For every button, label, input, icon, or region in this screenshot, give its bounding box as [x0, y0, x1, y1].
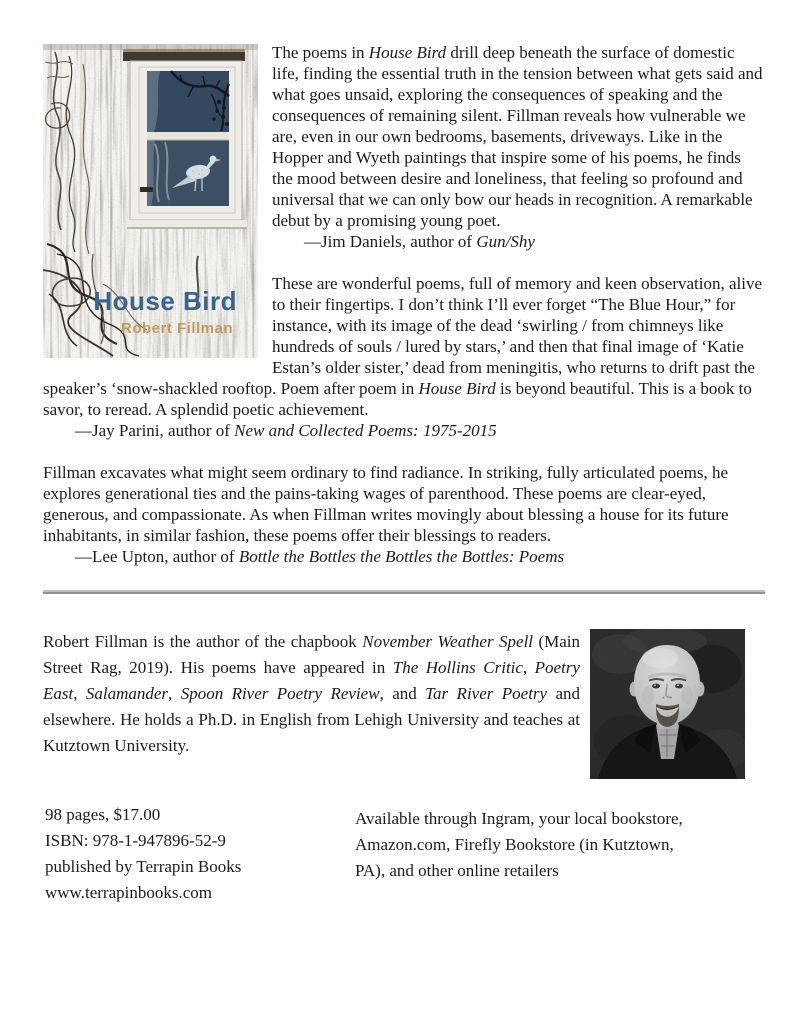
book-cover [43, 44, 258, 358]
availability-line: Available through Ingram, your local bookstore, [355, 809, 683, 828]
availability-note [355, 802, 683, 906]
cover-title: House Bird [93, 286, 237, 316]
cover-window [123, 49, 247, 228]
isbn: ISBN: 978-1-947896-52-9 [45, 831, 226, 850]
website-url: www.terrapinbooks.com [45, 883, 212, 902]
availability-line: Amazon.com, Firefly Bookstore (in Kutztown, [355, 835, 674, 854]
book-cover-image [43, 44, 258, 358]
quote-lee-upton: Fillman excavates what might seem ordinary to find radiance. In striking, fully articulated poems, he explores generational ties and the pains-taking wages of parenthood. These poems are clear-eyed, generous, and compassionate. As when Fillman writes movingly about blessing a house for its future inhabitants, in similar fashion, these poems offer their blessings to readers. [43, 463, 729, 545]
author-bio: Robert Fillman is the author of the chapbook November Weather Spell (Main Street Rag, 2019). His poems have appeared in The Hollins Critic, Poetry East, Salamander, Spoon River Poetry Review, and Tar River Poetry and elsewhere. He holds a Ph.D. in English from Lehigh University and teaches at Kutztown University. [43, 632, 581, 755]
publication-details [43, 802, 355, 906]
attribution-jim-daniels: —Jim Daniels, author of Gun/Shy [304, 232, 535, 251]
quote-jim-daniels: The poems in House Bird drill deep beneath the surface of domestic life, finding the essential truth in the tension between what gets said and what goes unsaid, exploring the consequences of speaking and the consequences of remaining silent. Fillman reveals how vulnerable we are, even in our own bedrooms, basements, driveways. Like in the Hopper and Wyeth paintings that inspire some of his poems, he finds the mood between desire and loneliness, that feeling so profound and universal that we can only bow our heads in recognition. A remarkable debut by a promising young poet. [272, 43, 763, 230]
pages-price: 98 pages, $17.00 [45, 805, 161, 824]
author-photo [590, 629, 745, 779]
quote-jay-parini: These are wonderful poems, full of memory and keen observation, alive to their fingertips. I don’t think I’ll ever forget “The Blue Hour,” for instance, with its image of the dead ‘swirling / from chimneys like hundreds of souls / lured by stars,’ and then that final image of ‘Katie Estan’s older sister,’ dead from meningitis, who returns to drift past the speaker’s ‘snow-shackled rooftop. Poem after poem in House Bird is beyond beautiful. This is a book to savor, to reread. A splendid poetic achievement. [43, 274, 763, 419]
publication-info-section [43, 802, 765, 906]
author-photo-image [590, 629, 745, 779]
author-bio-section [43, 629, 765, 779]
attribution-lee-upton: —Lee Upton, author of Bottle the Bottles the Bottles the Bottles: Poems [75, 547, 565, 566]
section-divider [43, 590, 765, 594]
attribution-jay-parini: —Jay Parini, author of New and Collected Poems: 1975-2015 [75, 421, 497, 440]
cover-author: Robert Fillman [120, 320, 233, 337]
availability-line: PA), and other online retailers [355, 861, 559, 880]
publisher: published by Terrapin Books [45, 857, 242, 876]
